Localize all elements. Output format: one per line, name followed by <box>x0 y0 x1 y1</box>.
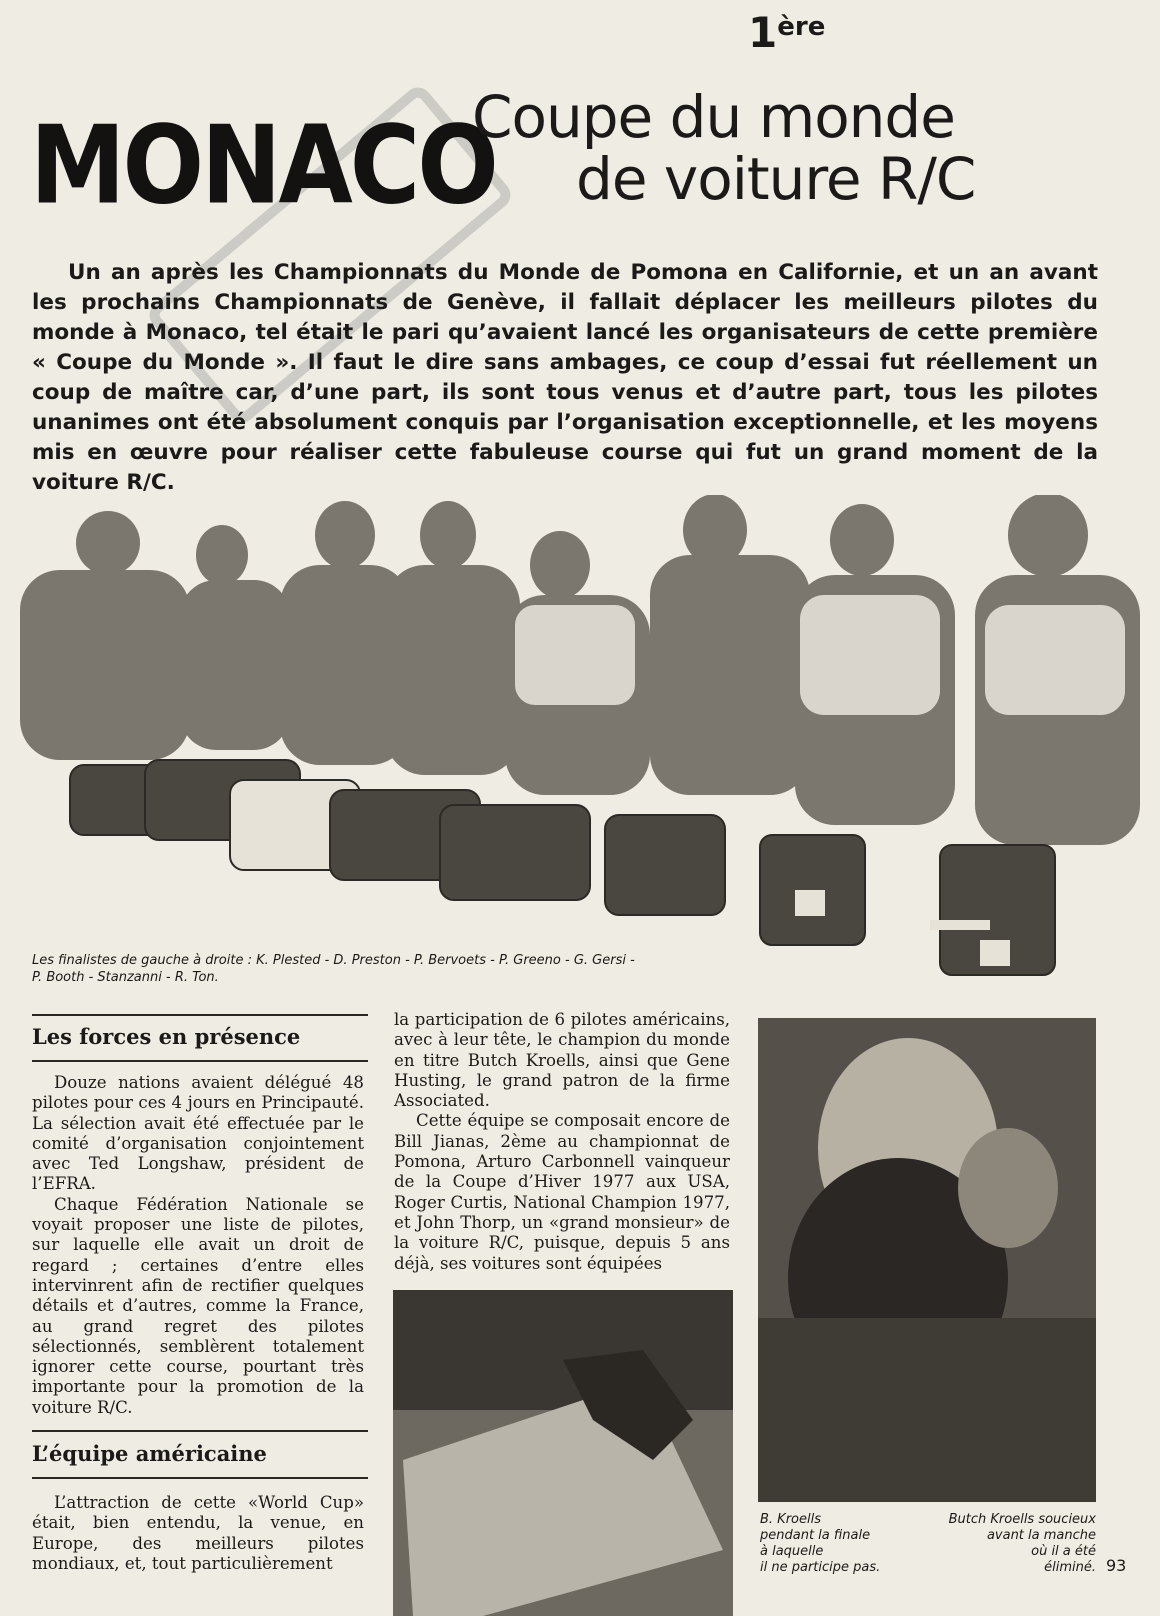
intro-paragraph: Un an après les Championnats du Monde de Pomona en Californie, et un an avant les prochains Championnats de Genève, il fallait déplacer les meilleurs pilotes du monde à Monaco, tel était le pari qu’avaient lancé les organisateurs de cette première « Coupe du Monde ». Il faut le dire sans ambages, ce coup d’essai fut réellement un coup de maître car, d’une part, ils sont tous venus et d’autre part, tous les pilotes unanimes ont été absolument conquis par l’organisation exceptionnelle, et les moyens mis en œuvre pour réaliser cette fabuleuse course qui fut un grand moment de la voiture R/C. <box>32 260 1098 495</box>
section-rule <box>32 1014 368 1016</box>
paragraph: L’attraction de cette «World Cup» était, bien entendu, la venue, en Europe, des meilleurs pilotes mondiaux, et, tout particulièrement <box>32 1493 364 1573</box>
team-photo <box>0 495 1140 995</box>
team-photo-caption <box>32 952 732 986</box>
section-rule <box>32 1430 368 1432</box>
ordinal-number: 1 <box>748 8 778 57</box>
section-equipe-body <box>32 1493 364 1574</box>
paragraph: Douze nations avaient délégué 48 pilotes pour ces 4 jours en Principauté. La sélection avait été effectuée par le comité d’organisation conjointement avec Ted Longshaw, président de l’EFRA. <box>32 1073 364 1194</box>
butch-kroells-photo <box>758 1018 1096 1502</box>
caption-line: pendant la finale <box>760 1528 871 1543</box>
paragraph: Chaque Fédération Nationale se voyait proposer une liste de pilotes, sur laquelle elle avait un droit de regard ; certaines d’entre elles intervinrent afin de rectifier quelques détails et d’autres, comme la France, au grand regret des pilotes sélectionnés, semblèrent totalement ignorer cette course, pourtant très importante pour la promotion de la voiture R/C. <box>32 1194 364 1417</box>
title-line-1: Coupe du monde <box>472 83 955 151</box>
caption-line: avant la manche <box>986 1528 1096 1543</box>
paragraph: la participation de 6 pilotes américains, avec à leur tête, le champion du monde en titre Butch Kroells, ainsi que Gene Husting, le grand patron de la firme Associated. <box>394 1010 730 1111</box>
title-line-2: de voiture R/C <box>576 145 976 213</box>
caption-line: où il a été <box>1031 1544 1096 1559</box>
section-heading-forces: Les forces en présence <box>32 1024 301 1049</box>
section-forces-body <box>32 1073 364 1418</box>
caption-left <box>760 1512 920 1576</box>
hat-on-box-photo <box>393 1290 733 1616</box>
caption-line: il ne participe pas. <box>760 1560 881 1575</box>
caption-line: B. Kroells <box>760 1512 822 1527</box>
paragraph: Cette équipe se composait encore de Bill Jianas, 2ème au championnat de Pomona, Arturo Carbonnell vainqueur de la Coupe d’Hiver 1977 aux USA, Roger Curtis, National Champion 1977, et John Thorp, un «grand monsieur» de la voiture R/C, puisque, depuis 5 ans déjà, ses voitures sont équipées <box>394 1111 730 1273</box>
section-rule <box>32 1477 368 1479</box>
page-number: 93 <box>1106 1556 1127 1575</box>
caption-line: Les finalistes de gauche à droite : K. Plested - D. Preston - P. Bervoets - P. Greeno - G. Gersi - <box>32 953 635 968</box>
section-rule <box>32 1060 368 1062</box>
caption-line: Butch Kroells soucieux <box>948 1512 1096 1527</box>
column-2-body <box>394 1010 730 1274</box>
caption-line: P. Booth - Stanzanni - R. Ton. <box>32 970 219 985</box>
caption-line: à laquelle <box>760 1544 824 1559</box>
ordinal-suffix: ère <box>777 12 826 42</box>
caption-right <box>920 1512 1096 1576</box>
section-heading-equipe: L’équipe américaine <box>32 1441 267 1466</box>
title-monaco: MONACO <box>30 103 496 229</box>
title-ordinal <box>748 8 826 57</box>
caption-line: éliminé. <box>1044 1560 1096 1575</box>
